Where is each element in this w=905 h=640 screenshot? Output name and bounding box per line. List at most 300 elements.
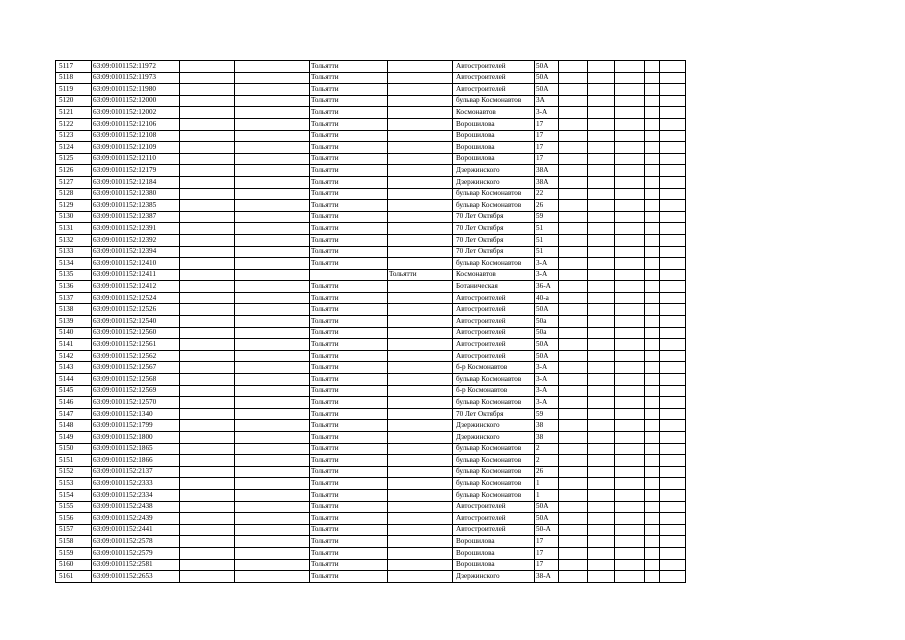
cadastral-number-cell: 63:09:0101152:12524 [92, 292, 180, 304]
cadastral-number-cell: 63:09:0101152:12000 [92, 95, 180, 107]
empty-cell [660, 281, 686, 293]
row-number-cell: 5133 [56, 246, 92, 258]
empty-cell [660, 234, 686, 246]
empty-cell [588, 165, 615, 177]
empty-cell [615, 200, 645, 212]
table-row [56, 536, 686, 548]
empty-cell [235, 420, 310, 432]
cadastral-number-cell: 63:09:0101152:12410 [92, 258, 180, 270]
cadastral-number-cell: 63:09:0101152:2438 [92, 501, 180, 513]
empty-cell [559, 95, 588, 107]
empty-cell [588, 292, 615, 304]
empty-cell [645, 153, 660, 165]
table-row [56, 304, 686, 316]
row-number-cell: 5138 [56, 304, 92, 316]
empty-cell [588, 443, 615, 455]
row-number-cell: 5142 [56, 350, 92, 362]
street-cell: Автостроителей [453, 61, 535, 73]
city-cell: Тольятти [388, 269, 453, 281]
empty-cell [235, 84, 310, 96]
table-row [56, 84, 686, 96]
empty-cell [615, 547, 645, 559]
empty-cell [559, 524, 588, 536]
empty-cell [180, 420, 235, 432]
empty-cell [588, 234, 615, 246]
empty-cell [588, 362, 615, 374]
house-number-cell: 38 [535, 432, 559, 444]
house-number-cell: 22 [535, 188, 559, 200]
empty-cell [310, 269, 388, 281]
empty-cell [180, 153, 235, 165]
empty-cell [660, 489, 686, 501]
row-number-cell: 5134 [56, 258, 92, 270]
empty-cell [615, 385, 645, 397]
table-row [56, 547, 686, 559]
empty-cell [180, 165, 235, 177]
cadastral-number-cell: 63:09:0101152:2653 [92, 571, 180, 583]
empty-cell [180, 118, 235, 130]
street-cell: 70 Лет Октября [453, 211, 535, 223]
empty-cell [660, 339, 686, 351]
cadastral-number-cell: 63:09:0101152:1800 [92, 432, 180, 444]
house-number-cell: 50А [535, 84, 559, 96]
empty-cell [235, 466, 310, 478]
empty-cell [645, 223, 660, 235]
empty-cell [660, 432, 686, 444]
empty-cell [180, 316, 235, 328]
city-cell: Тольятти [310, 72, 388, 84]
row-number-cell: 5158 [56, 536, 92, 548]
cadastral-number-cell: 63:09:0101152:11972 [92, 61, 180, 73]
empty-cell [559, 559, 588, 571]
cadastral-number-cell: 63:09:0101152:12568 [92, 374, 180, 386]
row-number-cell: 5130 [56, 211, 92, 223]
house-number-cell: 38-А [535, 571, 559, 583]
empty-cell [615, 61, 645, 73]
empty-cell [559, 362, 588, 374]
empty-cell [559, 374, 588, 386]
street-cell: бульвар Космонавтов [453, 95, 535, 107]
empty-cell [180, 72, 235, 84]
empty-cell [388, 432, 453, 444]
city-cell: Тольятти [310, 176, 388, 188]
empty-cell [388, 211, 453, 223]
table-row [56, 281, 686, 293]
street-cell: бульвар Космонавтов [453, 397, 535, 409]
row-number-cell: 5137 [56, 292, 92, 304]
empty-cell [388, 304, 453, 316]
table-row [56, 234, 686, 246]
cadastral-number-cell: 63:09:0101152:12540 [92, 316, 180, 328]
row-number-cell: 5131 [56, 223, 92, 235]
city-cell: Тольятти [310, 420, 388, 432]
table-row [56, 571, 686, 583]
empty-cell [660, 397, 686, 409]
empty-cell [615, 397, 645, 409]
empty-cell [180, 489, 235, 501]
empty-cell [615, 559, 645, 571]
house-number-cell: 51 [535, 234, 559, 246]
city-cell: Тольятти [310, 385, 388, 397]
empty-cell [615, 408, 645, 420]
row-number-cell: 5159 [56, 547, 92, 559]
house-number-cell: 51 [535, 223, 559, 235]
house-number-cell: 17 [535, 142, 559, 154]
city-cell: Тольятти [310, 466, 388, 478]
empty-cell [588, 501, 615, 513]
empty-cell [615, 269, 645, 281]
city-cell: Тольятти [310, 118, 388, 130]
empty-cell [645, 61, 660, 73]
cadastral-number-cell: 63:09:0101152:12108 [92, 130, 180, 142]
empty-cell [645, 397, 660, 409]
empty-cell [235, 188, 310, 200]
house-number-cell: 2 [535, 455, 559, 467]
street-cell: Автостроителей [453, 350, 535, 362]
table-row [56, 339, 686, 351]
empty-cell [235, 374, 310, 386]
empty-cell [180, 304, 235, 316]
table-row [56, 362, 686, 374]
empty-cell [388, 153, 453, 165]
city-cell: Тольятти [310, 95, 388, 107]
empty-cell [615, 95, 645, 107]
empty-cell [559, 258, 588, 270]
empty-cell [615, 316, 645, 328]
empty-cell [180, 176, 235, 188]
empty-cell [559, 571, 588, 583]
empty-cell [388, 281, 453, 293]
cadastral-number-cell: 63:09:0101152:12411 [92, 269, 180, 281]
empty-cell [660, 466, 686, 478]
cadastral-number-cell: 63:09:0101152:2333 [92, 478, 180, 490]
empty-cell [645, 246, 660, 258]
empty-cell [388, 165, 453, 177]
empty-cell [388, 513, 453, 525]
empty-cell [588, 130, 615, 142]
empty-cell [388, 246, 453, 258]
empty-cell [615, 142, 645, 154]
empty-cell [660, 200, 686, 212]
city-cell: Тольятти [310, 234, 388, 246]
empty-cell [660, 223, 686, 235]
house-number-cell: 38А [535, 165, 559, 177]
cadastral-number-cell: 63:09:0101152:12106 [92, 118, 180, 130]
empty-cell [559, 432, 588, 444]
cadastral-number-cell: 63:09:0101152:12385 [92, 200, 180, 212]
empty-cell [388, 84, 453, 96]
cadastral-number-cell: 63:09:0101152:12391 [92, 223, 180, 235]
house-number-cell: 3-А [535, 374, 559, 386]
empty-cell [660, 118, 686, 130]
table-row [56, 316, 686, 328]
empty-cell [180, 385, 235, 397]
empty-cell [588, 408, 615, 420]
table-row [56, 176, 686, 188]
city-cell: Тольятти [310, 478, 388, 490]
row-number-cell: 5136 [56, 281, 92, 293]
empty-cell [235, 200, 310, 212]
table-row [56, 397, 686, 409]
empty-cell [615, 281, 645, 293]
table-row [56, 385, 686, 397]
empty-cell [588, 258, 615, 270]
row-number-cell: 5126 [56, 165, 92, 177]
street-cell: бульвар Космонавтов [453, 489, 535, 501]
street-cell: Автостроителей [453, 304, 535, 316]
row-number-cell: 5157 [56, 524, 92, 536]
empty-cell [660, 350, 686, 362]
empty-cell [235, 350, 310, 362]
empty-cell [645, 118, 660, 130]
empty-cell [559, 547, 588, 559]
empty-cell [615, 107, 645, 119]
street-cell: бульвар Космонавтов [453, 443, 535, 455]
empty-cell [588, 118, 615, 130]
empty-cell [660, 142, 686, 154]
street-cell: Дзержинского [453, 176, 535, 188]
empty-cell [588, 72, 615, 84]
house-number-cell: 50А [535, 339, 559, 351]
empty-cell [235, 385, 310, 397]
cadastral-number-cell: 63:09:0101152:12412 [92, 281, 180, 293]
empty-cell [615, 258, 645, 270]
table-row [56, 374, 686, 386]
cadastral-number-cell: 63:09:0101152:2441 [92, 524, 180, 536]
house-number-cell: 17 [535, 130, 559, 142]
city-cell: Тольятти [310, 455, 388, 467]
empty-cell [388, 374, 453, 386]
empty-cell [660, 536, 686, 548]
city-cell: Тольятти [310, 536, 388, 548]
row-number-cell: 5121 [56, 107, 92, 119]
empty-cell [559, 176, 588, 188]
house-number-cell: 3-А [535, 362, 559, 374]
empty-cell [180, 188, 235, 200]
empty-cell [180, 246, 235, 258]
empty-cell [645, 281, 660, 293]
empty-cell [235, 292, 310, 304]
empty-cell [645, 420, 660, 432]
empty-cell [235, 524, 310, 536]
house-number-cell: 17 [535, 153, 559, 165]
empty-cell [615, 84, 645, 96]
empty-cell [235, 547, 310, 559]
city-cell: Тольятти [310, 223, 388, 235]
empty-cell [615, 420, 645, 432]
empty-cell [235, 72, 310, 84]
empty-cell [588, 385, 615, 397]
empty-cell [660, 374, 686, 386]
empty-cell [615, 327, 645, 339]
empty-cell [180, 513, 235, 525]
table-row [56, 432, 686, 444]
empty-cell [180, 408, 235, 420]
empty-cell [645, 165, 660, 177]
empty-cell [588, 223, 615, 235]
empty-cell [388, 130, 453, 142]
empty-cell [559, 211, 588, 223]
empty-cell [660, 246, 686, 258]
empty-cell [588, 269, 615, 281]
row-number-cell: 5148 [56, 420, 92, 432]
street-cell: Автостроителей [453, 72, 535, 84]
empty-cell [645, 107, 660, 119]
row-number-cell: 5141 [56, 339, 92, 351]
empty-cell [588, 316, 615, 328]
empty-cell [180, 466, 235, 478]
empty-cell [180, 559, 235, 571]
empty-cell [588, 536, 615, 548]
row-number-cell: 5119 [56, 84, 92, 96]
empty-cell [235, 397, 310, 409]
empty-cell [660, 211, 686, 223]
empty-cell [645, 95, 660, 107]
empty-cell [645, 513, 660, 525]
empty-cell [235, 142, 310, 154]
city-cell: Тольятти [310, 362, 388, 374]
cadastral-number-cell: 63:09:0101152:2578 [92, 536, 180, 548]
cadastral-number-cell: 63:09:0101152:12392 [92, 234, 180, 246]
city-cell: Тольятти [310, 292, 388, 304]
city-cell: Тольятти [310, 258, 388, 270]
empty-cell [645, 362, 660, 374]
empty-cell [388, 234, 453, 246]
empty-cell [559, 513, 588, 525]
row-number-cell: 5118 [56, 72, 92, 84]
empty-cell [235, 478, 310, 490]
house-number-cell: 3-А [535, 385, 559, 397]
empty-cell [588, 513, 615, 525]
house-number-cell: 38 [535, 420, 559, 432]
cadastral-number-cell: 63:09:0101152:12179 [92, 165, 180, 177]
empty-cell [180, 95, 235, 107]
empty-cell [615, 339, 645, 351]
empty-cell [180, 269, 235, 281]
city-cell: Тольятти [310, 107, 388, 119]
empty-cell [559, 385, 588, 397]
row-number-cell: 5120 [56, 95, 92, 107]
row-number-cell: 5147 [56, 408, 92, 420]
row-number-cell: 5125 [56, 153, 92, 165]
city-cell: Тольятти [310, 246, 388, 258]
house-number-cell: 36-А [535, 281, 559, 293]
empty-cell [235, 316, 310, 328]
empty-cell [588, 281, 615, 293]
row-number-cell: 5140 [56, 327, 92, 339]
empty-cell [180, 547, 235, 559]
row-number-cell: 5135 [56, 269, 92, 281]
empty-cell [615, 130, 645, 142]
house-number-cell: 50а [535, 316, 559, 328]
street-cell: Дзержинского [453, 165, 535, 177]
street-cell: Дзержинского [453, 420, 535, 432]
empty-cell [235, 234, 310, 246]
empty-cell [235, 501, 310, 513]
city-cell: Тольятти [310, 339, 388, 351]
empty-cell [588, 489, 615, 501]
empty-cell [235, 246, 310, 258]
empty-cell [615, 374, 645, 386]
empty-cell [588, 478, 615, 490]
empty-cell [559, 478, 588, 490]
city-cell: Тольятти [310, 84, 388, 96]
empty-cell [615, 455, 645, 467]
city-cell: Тольятти [310, 165, 388, 177]
row-number-cell: 5153 [56, 478, 92, 490]
empty-cell [588, 397, 615, 409]
street-cell: Космонавтов [453, 269, 535, 281]
empty-cell [388, 95, 453, 107]
street-cell: Автостроителей [453, 501, 535, 513]
cadastral-number-cell: 63:09:0101152:12109 [92, 142, 180, 154]
empty-cell [660, 153, 686, 165]
empty-cell [235, 408, 310, 420]
cadastral-number-cell: 63:09:0101152:2579 [92, 547, 180, 559]
street-cell: Автостроителей [453, 316, 535, 328]
empty-cell [180, 327, 235, 339]
empty-cell [588, 466, 615, 478]
empty-cell [615, 234, 645, 246]
empty-cell [615, 165, 645, 177]
empty-cell [615, 432, 645, 444]
empty-cell [645, 455, 660, 467]
cadastral-number-cell: 63:09:0101152:2581 [92, 559, 180, 571]
empty-cell [645, 258, 660, 270]
city-cell: Тольятти [310, 374, 388, 386]
empty-cell [615, 478, 645, 490]
empty-cell [235, 153, 310, 165]
city-cell: Тольятти [310, 501, 388, 513]
house-number-cell: 17 [535, 559, 559, 571]
empty-cell [645, 304, 660, 316]
empty-cell [645, 408, 660, 420]
table-row [56, 118, 686, 130]
empty-cell [559, 165, 588, 177]
street-cell: Ботаническая [453, 281, 535, 293]
cadastral-number-cell: 63:09:0101152:12560 [92, 327, 180, 339]
house-number-cell: 3-А [535, 107, 559, 119]
empty-cell [588, 559, 615, 571]
empty-cell [588, 95, 615, 107]
empty-cell [235, 571, 310, 583]
house-number-cell: 17 [535, 547, 559, 559]
empty-cell [235, 258, 310, 270]
row-number-cell: 5128 [56, 188, 92, 200]
empty-cell [180, 281, 235, 293]
empty-cell [588, 200, 615, 212]
empty-cell [180, 397, 235, 409]
empty-cell [559, 72, 588, 84]
empty-cell [235, 95, 310, 107]
empty-cell [645, 72, 660, 84]
table-row [56, 513, 686, 525]
street-cell: Ворошилова [453, 153, 535, 165]
city-cell: Тольятти [310, 547, 388, 559]
empty-cell [615, 466, 645, 478]
cadastral-number-cell: 63:09:0101152:12380 [92, 188, 180, 200]
table-row [56, 455, 686, 467]
empty-cell [645, 536, 660, 548]
empty-cell [645, 443, 660, 455]
empty-cell [180, 478, 235, 490]
empty-cell [660, 547, 686, 559]
empty-cell [660, 188, 686, 200]
empty-cell [588, 374, 615, 386]
street-cell: Автостроителей [453, 84, 535, 96]
empty-cell [588, 327, 615, 339]
empty-cell [660, 362, 686, 374]
